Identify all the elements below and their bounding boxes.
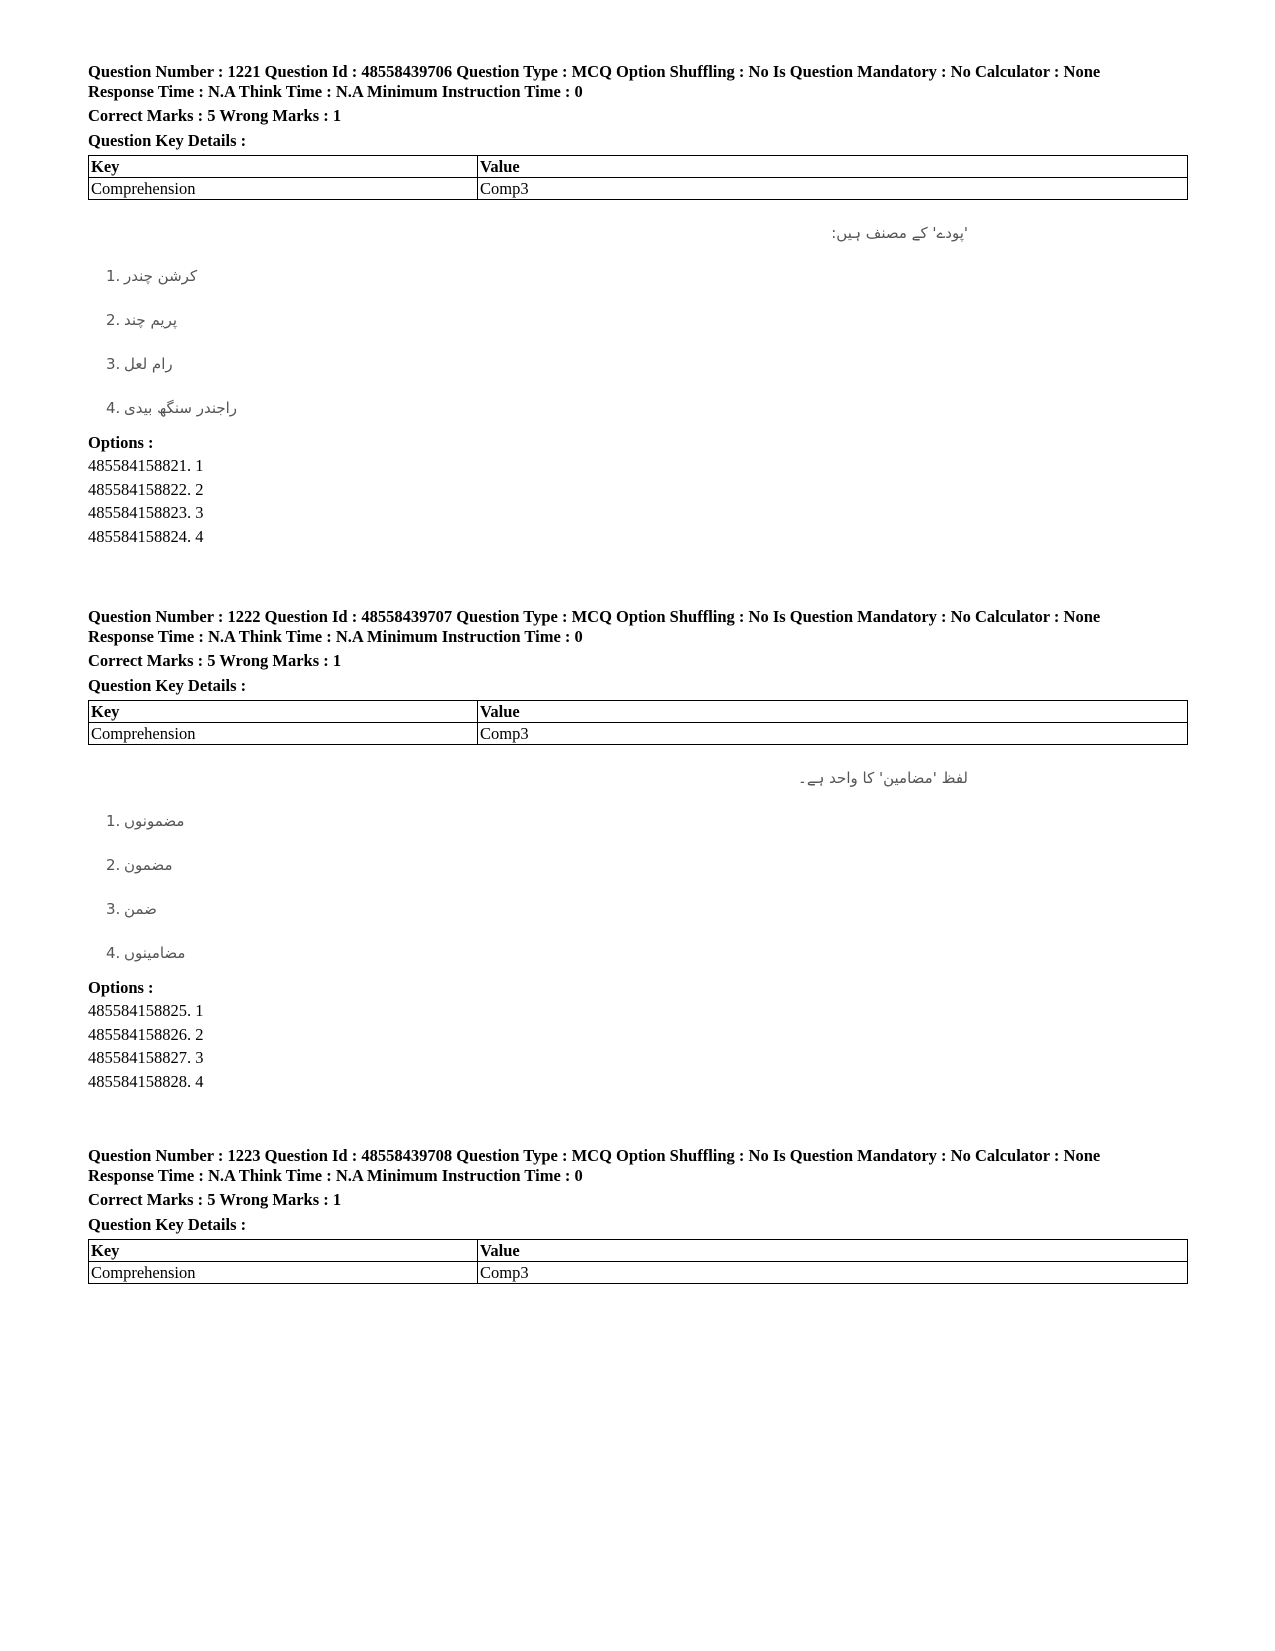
- key-details-table: [88, 700, 1188, 745]
- table-header-row: [89, 701, 1188, 723]
- choice-item: [106, 342, 1188, 386]
- choice-number: 1.: [106, 812, 121, 830]
- option-line: 485584158823. 3: [88, 503, 204, 522]
- question-meta-line-2: Response Time : N.A Think Time : N.A Minimum Instruction Time : 0: [88, 1166, 583, 1185]
- question-block-1222: [88, 607, 1188, 1093]
- value-cell: Comp3: [478, 178, 1188, 200]
- option-line: 485584158821. 1: [88, 456, 204, 475]
- options-label: Options :: [88, 433, 154, 452]
- key-header-cell: Key: [89, 156, 478, 178]
- choice-item: [106, 386, 1188, 430]
- choice-item: [106, 799, 1188, 843]
- choice-number: 3.: [106, 900, 121, 918]
- key-details-label: Question Key Details :: [88, 1215, 247, 1234]
- choice-item: [106, 254, 1188, 298]
- choice-number: 2.: [106, 311, 121, 329]
- question-block-1221: [88, 62, 1188, 548]
- table-row: [89, 723, 1188, 745]
- value-header-cell: Value: [478, 1240, 1188, 1262]
- table-header-row: [89, 1240, 1188, 1262]
- value-header-cell: Value: [478, 701, 1188, 723]
- value-cell: Comp3: [478, 723, 1188, 745]
- table-row: [89, 1262, 1188, 1284]
- question-meta-line-1: Question Number : 1221 Question Id : 48558439706 Question Type : MCQ Option Shuffling : No Is Question Mandatory : No Calculator : None: [88, 62, 1101, 81]
- question-block-1223: [88, 1146, 1188, 1284]
- value-cell: Comp3: [478, 1262, 1188, 1284]
- choice-text: ضمن: [124, 900, 157, 918]
- document-page: [88, 62, 1188, 1282]
- choice-number: 4.: [106, 944, 121, 962]
- question-meta-line-2: Response Time : N.A Think Time : N.A Minimum Instruction Time : 0: [88, 627, 583, 646]
- key-header-cell: Key: [89, 1240, 478, 1262]
- option-line: 485584158827. 3: [88, 1048, 204, 1067]
- question-stem: لفظ 'مضامین' کا واحد ہے۔: [798, 769, 968, 787]
- marks-line: Correct Marks : 5 Wrong Marks : 1: [88, 106, 342, 125]
- options-label: Options :: [88, 978, 154, 997]
- choice-number: 3.: [106, 355, 121, 373]
- key-cell: Comprehension: [89, 723, 478, 745]
- option-line: 485584158826. 2: [88, 1024, 204, 1044]
- choice-text: مضمونوں: [124, 812, 185, 830]
- table-header-row: [89, 156, 1188, 178]
- choice-number: 2.: [106, 856, 121, 874]
- choice-item: [106, 298, 1188, 342]
- choice-text: مضامینوں: [124, 944, 186, 962]
- marks-line: Correct Marks : 5 Wrong Marks : 1: [88, 1190, 342, 1209]
- choice-item: [106, 931, 1188, 975]
- key-details-table: [88, 1239, 1188, 1284]
- choice-text: پریم چند: [124, 311, 178, 329]
- key-cell: Comprehension: [89, 1262, 478, 1284]
- question-meta-line-1: Question Number : 1222 Question Id : 48558439707 Question Type : MCQ Option Shuffling : No Is Question Mandatory : No Calculator : None: [88, 607, 1101, 626]
- question-stem: 'پودے' کے مصنف ہیں:: [831, 224, 968, 242]
- key-cell: Comprehension: [89, 178, 478, 200]
- option-line: 485584158828. 4: [88, 1071, 204, 1091]
- answer-choices: [106, 254, 1188, 430]
- answer-choices: [106, 799, 1188, 975]
- key-details-label: Question Key Details :: [88, 131, 247, 150]
- question-meta-line-2: Response Time : N.A Think Time : N.A Minimum Instruction Time : 0: [88, 82, 583, 101]
- choice-text: مضمون: [124, 856, 173, 874]
- key-details-table: [88, 155, 1188, 200]
- choice-item: [106, 843, 1188, 887]
- question-meta-line-1: Question Number : 1223 Question Id : 48558439708 Question Type : MCQ Option Shuffling : No Is Question Mandatory : No Calculator : None: [88, 1146, 1101, 1165]
- option-line: 485584158824. 4: [88, 526, 204, 546]
- key-header-cell: Key: [89, 701, 478, 723]
- choice-item: [106, 887, 1188, 931]
- table-row: [89, 178, 1188, 200]
- marks-line: Correct Marks : 5 Wrong Marks : 1: [88, 651, 342, 670]
- choice-text: راجندر سنگھ بیدی: [124, 399, 238, 417]
- option-line: 485584158825. 1: [88, 1001, 204, 1020]
- choice-text: کرشن چندر: [124, 267, 198, 285]
- option-line: 485584158822. 2: [88, 479, 204, 499]
- choice-number: 1.: [106, 267, 121, 285]
- key-details-label: Question Key Details :: [88, 676, 247, 695]
- choice-text: رام لعل: [124, 355, 173, 373]
- choice-number: 4.: [106, 399, 121, 417]
- value-header-cell: Value: [478, 156, 1188, 178]
